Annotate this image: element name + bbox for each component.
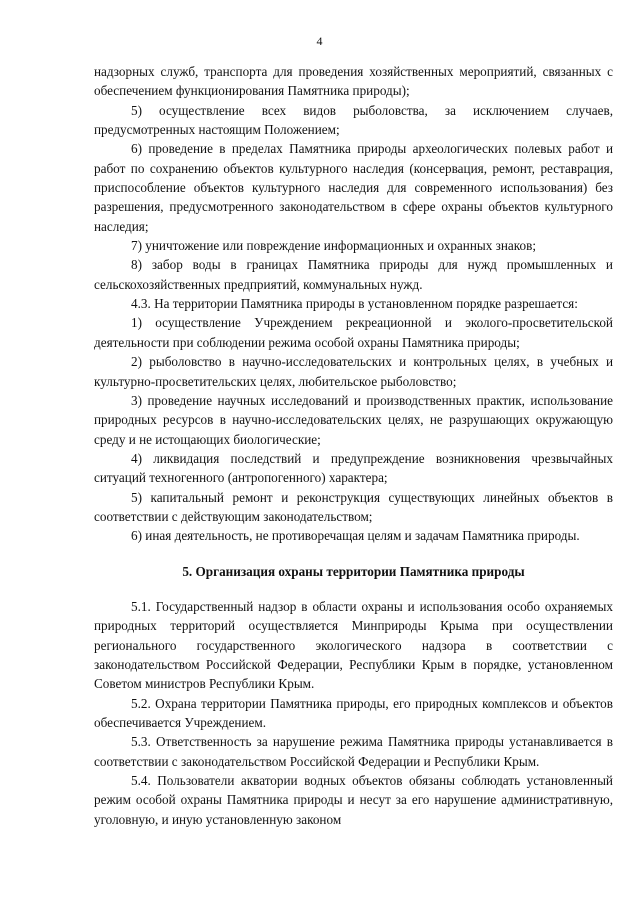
paragraph-4-3: 4.3. На территории Памятника природы в установленном порядке разрешается: <box>131 296 578 312</box>
paragraph-item-5: 5) осуществление всех видов рыболовства, за исключением случаев, предусмотренных настоящим Положением; <box>94 102 613 138</box>
paragraph-allowed-5: 5) капитальный ремонт и реконструкция существующих линейных объектов в соответствии с действующим законодательством; <box>94 489 613 524</box>
document-body <box>94 62 613 829</box>
paragraph-5-4: 5.4. Пользователи акватории водных объектов обязаны соблюдать установленный режим особой охраны Памятника природы и несут за его нарушение административную, уголовную, и иную установленную законом <box>94 773 613 827</box>
paragraph-allowed-1: 1) осуществление Учреждением рекреационной и эколого-просветительской деятельности при соблюдении режима особой охраны Памятника природы; <box>94 315 613 350</box>
section-5-heading: 5. Организация охраны территории Памятника природы <box>182 563 525 579</box>
paragraph-allowed-2: 2) рыболовство в научно-исследовательских и контрольных целях, в учебных и культурно-просветительских целях, любительское рыболовство; <box>94 354 613 389</box>
paragraph-allowed-6: 6) иная деятельность, не противоречащая целям и задачам Памятника природы. <box>131 528 580 544</box>
paragraph-allowed-3: 3) проведение научных исследований и производственных практик, использование природных ресурсов в научно-исследовательских целях, не разрушающих окружающую среду и не истощающих биологические; <box>94 392 613 447</box>
paragraph-item-6: 6) проведение в пределах Памятника природы археологических полевых работ и работ по сохранению объектов культурного наследия (консервация, ремонт, реставрация, приспособление объектов культурного наследия для современного использования) без разрешения, предусмотренного законодательством в сфере охраны объектов культурного наследия; <box>94 141 613 234</box>
paragraph-5-3: 5.3. Ответственность за нарушение режима Памятника природы устанавливается в соответствии с законодательством Российской Федерации и Республики Крым. <box>94 734 613 769</box>
paragraph-continuation: надзорных служб, транспорта для проведения хозяйственных мероприятий, связанных с обеспечением функционирования Памятника природы); <box>94 64 613 99</box>
paragraph-allowed-4: 4) ликвидация последствий и предупреждение возникновения чрезвычайных ситуаций техногенного (антропогенного) характера; <box>94 450 613 486</box>
section-5-body <box>94 597 613 829</box>
paragraph-item-7: 7) уничтожение или повреждение информационных и охранных знаков; <box>131 238 536 254</box>
paragraph-5-1: 5.1. Государственный надзор в области охраны и использования особо охраняемых природных территорий осуществляется Минприроды Крыма при осуществлении регионального государственного экологического надзора в соответствии с законодательством Российской Федерации, Республики Крым в порядке, установленном Советом министров Республики Крым. <box>94 598 613 692</box>
paragraph-5-2: 5.2. Охрана территории Памятника природы, его природных комплексов и объектов обеспечивается Учреждением. <box>94 695 613 730</box>
paragraph-item-8: 8) забор воды в границах Памятника природы для нужд промышленных и сельскохозяйственных предприятий, коммунальных нужд. <box>94 257 613 292</box>
page-number: 4 <box>316 34 323 48</box>
section-4-continuation <box>94 62 613 546</box>
